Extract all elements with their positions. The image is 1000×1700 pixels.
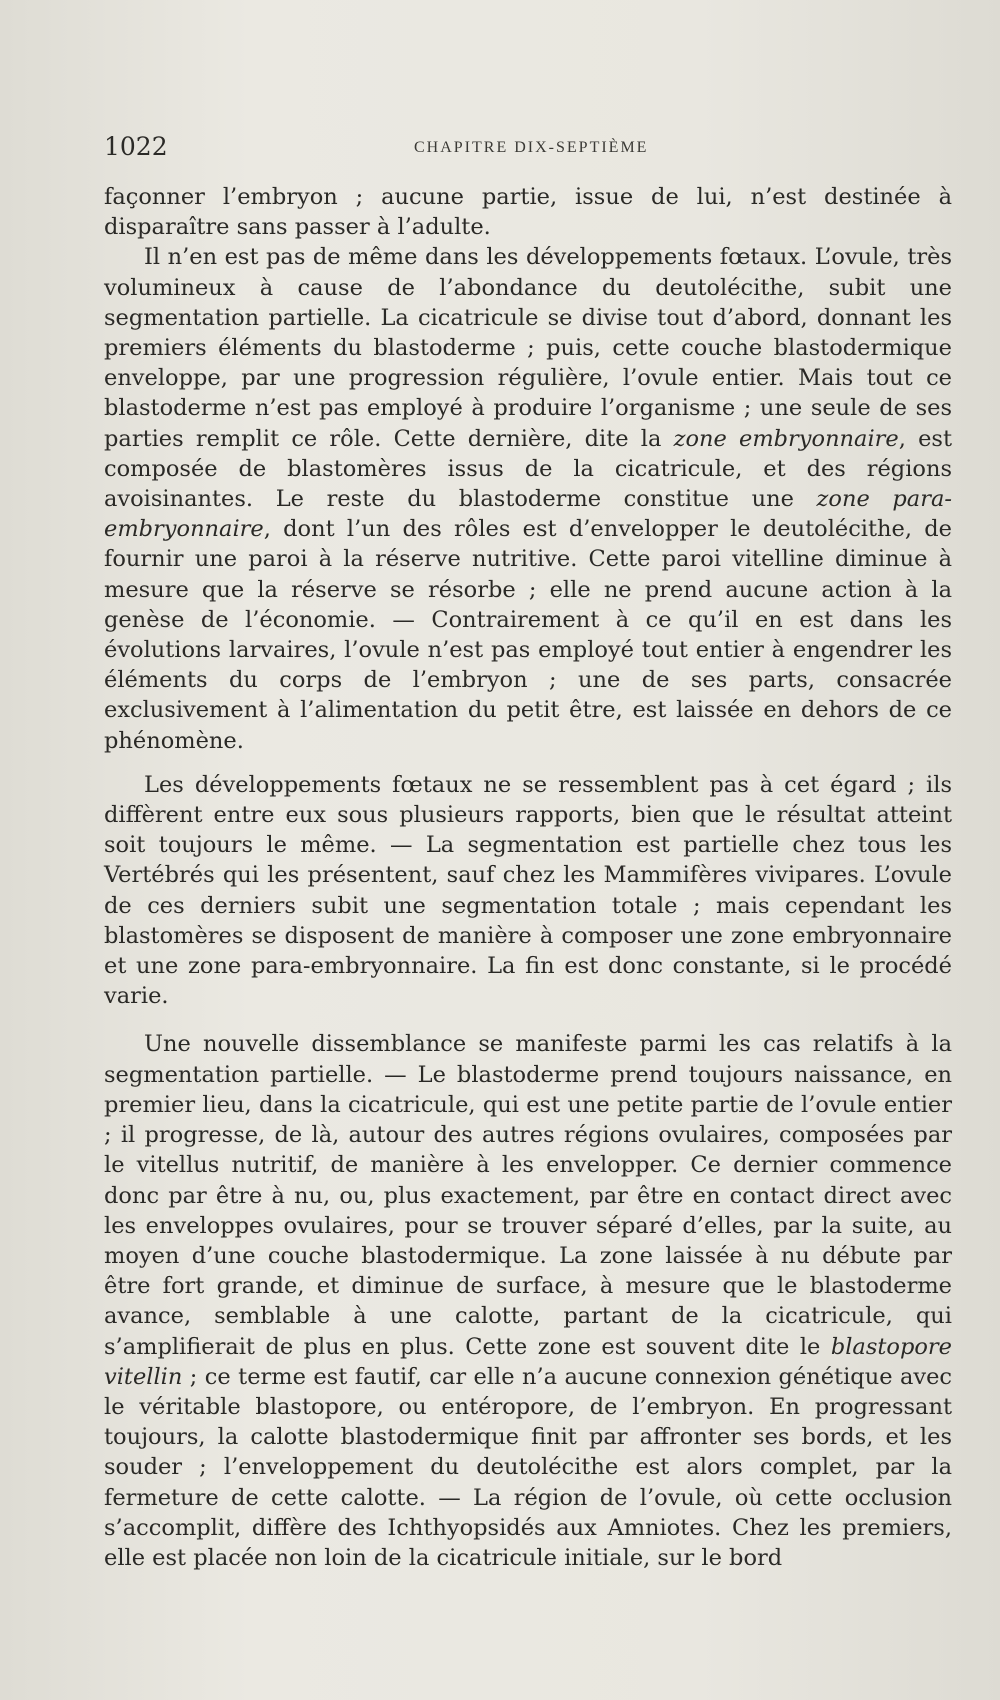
- paragraph-1: [104, 182, 952, 242]
- paragraph-4-italic-a: blastopore vitellin: [104, 1333, 952, 1390]
- paragraph-2-text-a: Il n’en est pas de même dans les développements fœtaux. L’ovule, très volumineux à cause de l’abondance du deutolécithe, subit une segmentation partielle. La cicatricule se divise tout d’abord, donnant les premiers éléments du blastoderme ; puis, cette couche blastodermique enveloppe, par une progression régulière, l’ovule entier. Mais tout ce blastoderme n’est pas employé à produire l’organisme ; une seule de ses parties remplit ce rôle. Cette dernière, dite la: [104, 244, 952, 452]
- paragraph-gap: [104, 756, 952, 770]
- paragraph-4-text-a: Une nouvelle dissemblance se manifeste parmi les cas relatifs à la segmentation partielle. — Le blastoderme prend toujours naissance, en premier lieu, dans la cicatricule, qui est une petite partie de l’ovule entier ; il progresse, de là, autour des autres régions ovulaires, composées par le vitellus nutritif, de manière à les envelopper. Ce dernier commence donc par être à nu, ou, plus exactement, par être en contact direct avec les enveloppes ovulaires, pour se trouver séparé d’elles, par la suite, au moyen d’une couche blastodermique. La zone laissée à nu débute par être fort grande, et diminue de surface, à mesure que le blastoderme avance, semblable à une calotte, partant de la cicatricule, qui s’amplifierait de plus en plus. Cette zone est souvent dite le: [104, 1031, 952, 1360]
- paragraph-1-text: façonner l’embryon ; aucune partie, issue de lui, n’est destinée à disparaître sans passer à l’adulte.: [104, 184, 952, 241]
- paragraph-2-italic-b: zone para-embryonnaire: [104, 486, 952, 543]
- paragraph-2-italic-a: zone embryonnaire: [673, 425, 899, 452]
- running-head: CHAPITRE DIX-SEPTIÈME: [414, 139, 649, 156]
- page-number: 1022: [104, 132, 168, 161]
- body-text: [104, 182, 952, 1573]
- paragraph-2-text-c: , dont l’un des rôles est d’envelopper le deutolécithe, de fournir une paroi à la réserve nutritive. Cette paroi vitelline diminue à mesure que la réserve se résorbe ; elle ne prend aucune action à la genèse de l’économie. — Contrairement à ce qu’il en est dans les évolutions larvaires, l’ovule n’est pas employé tout entier à engendrer les éléments du corps de l’embryon ; une de ses parts, consacrée exclusivement à l’alimentation du petit être, est laissée en dehors de ce phénomène.: [104, 516, 952, 754]
- paragraph-gap: [104, 1011, 952, 1029]
- paragraph-2: [104, 242, 952, 755]
- paragraph-3: [104, 770, 952, 1012]
- paragraph-4: [104, 1029, 952, 1573]
- paragraph-2-text-b: , est composée de blastomères issus de la cicatricule, et des régions avoisinantes. Le reste du blastoderme constitue une: [104, 425, 952, 513]
- paragraph-4-text-b: ; ce terme est fautif, car elle n’a aucune connexion génétique avec le véritable blastopore, ou entéropore, de l’embryon. En progressant toujours, la calotte blastodermique finit par affronter ses bords, et les souder ; l’enveloppement du deutolécithe est alors complet, par la fermeture de cette calotte. — La région de l’ovule, où cette occlusion s’accomplit, diffère des Ichthyopsidés aux Amniotes. Chez les premiers, elle est placée non loin de la cicatricule initiale, sur le bord: [104, 1363, 952, 1571]
- paragraph-3-text: Les développements fœtaux ne se ressemblent pas à cet égard ; ils diffèrent entre eux sous plusieurs rapports, bien que le résultat atteint soit toujours le même. — La segmentation est partielle chez tous les Vertébrés qui les présentent, sauf chez les Mammifères vivipares. L’ovule de ces derniers subit une segmentation totale ; mais cependant les blastomères se disposent de manière à composer une zone embryonnaire et une zone para-embryonnaire. La fin est donc constante, si le procédé varie.: [104, 771, 952, 1010]
- page-header: [104, 132, 954, 172]
